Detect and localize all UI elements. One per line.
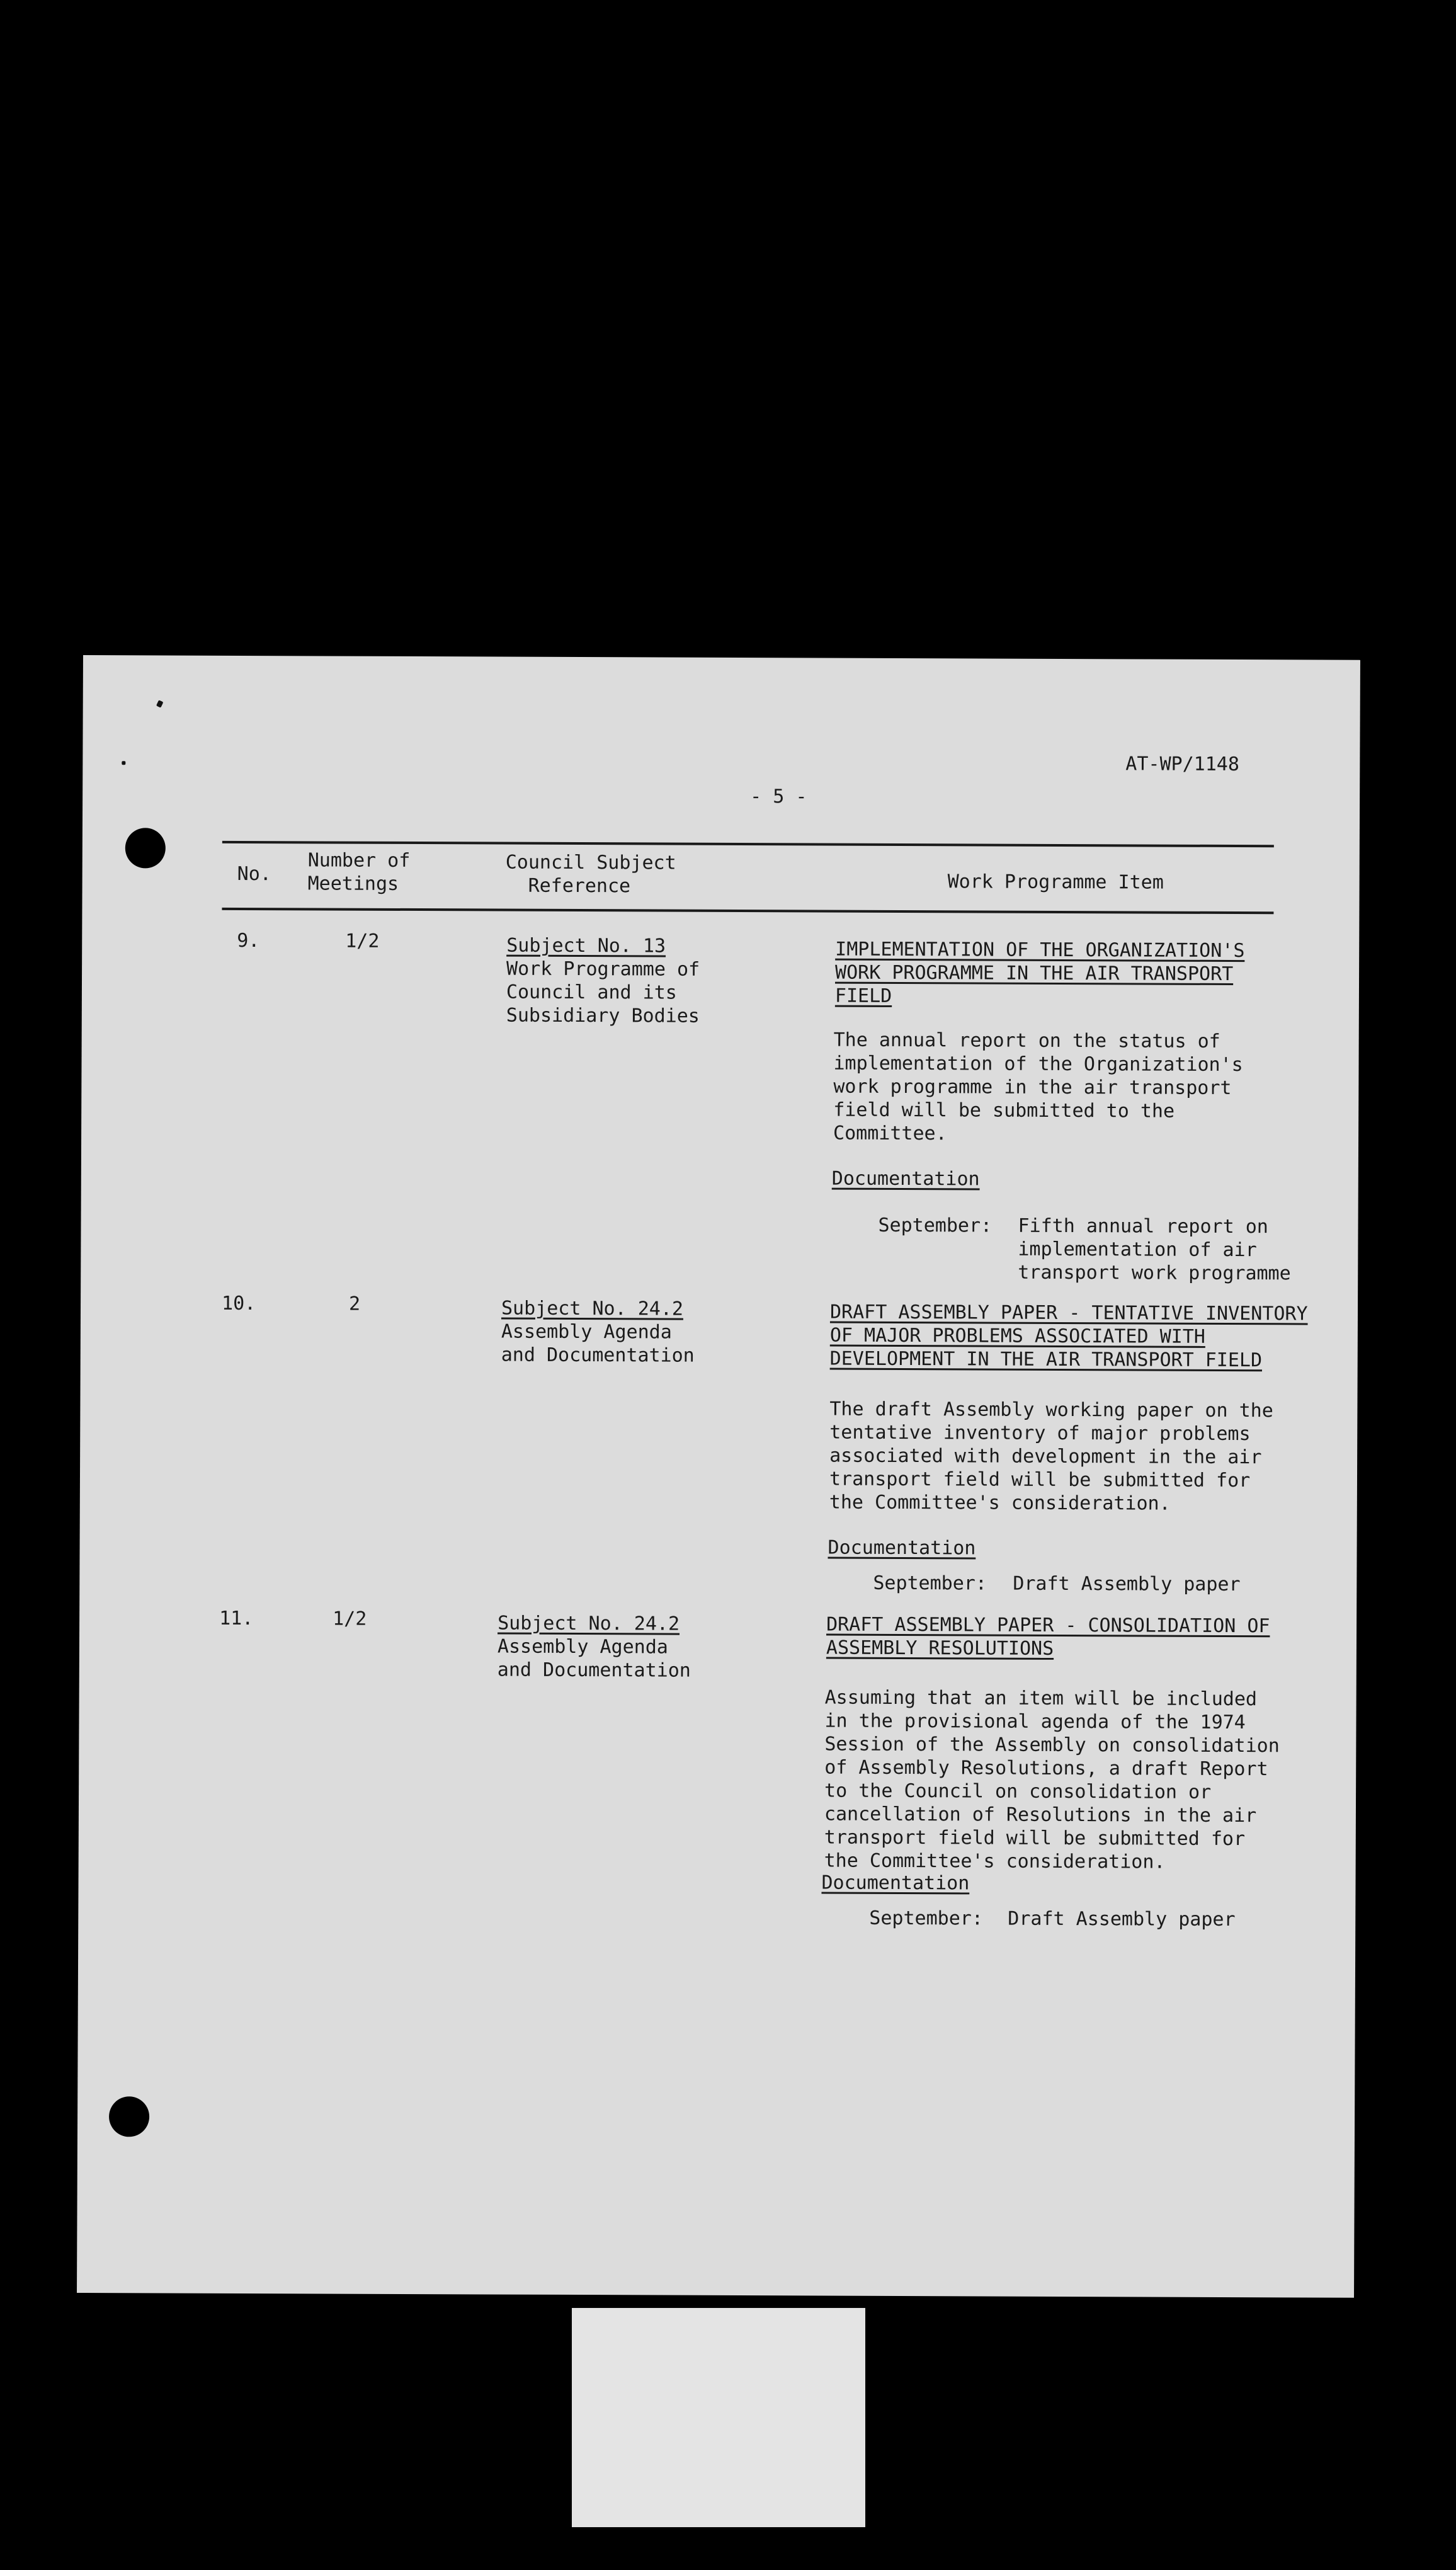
documentation-description: Fifth annual report on implementation of air transport work programme xyxy=(1018,1214,1291,1285)
ink-speck xyxy=(156,700,163,707)
ink-speck xyxy=(122,761,125,765)
documentation-label: Documentation xyxy=(821,1871,970,1895)
column-header-council-reference: Council Subject Reference xyxy=(505,851,676,898)
document-page xyxy=(77,655,1360,2298)
documentation-month: September: xyxy=(873,1572,987,1595)
column-header-work-item: Work Programme Item xyxy=(947,871,1164,894)
council-reference: Subject No. 24.2 Assembly Agenda and Documentation xyxy=(497,1612,691,1682)
row-number: 11. xyxy=(219,1607,254,1630)
documentation-month: September: xyxy=(869,1907,984,1930)
council-reference: Subject No. 24.2 Assembly Agenda and Documentation xyxy=(501,1297,695,1367)
meetings-count: 1/2 xyxy=(345,930,380,952)
work-item-title: IMPLEMENTATION OF THE ORGANIZATION'S WORK PROGRAMME IN THE AIR TRANSPORT FIELD xyxy=(834,938,1245,1007)
row-number: 9. xyxy=(237,929,260,952)
documentation-label: Documentation xyxy=(828,1536,976,1560)
meetings-count: 2 xyxy=(348,1293,361,1315)
documentation-description: Draft Assembly paper xyxy=(1013,1572,1241,1596)
blank-card-tab xyxy=(572,2308,865,2527)
work-item-description: The annual report on the status of implementation of the Organization's work programme in the air transport field will be submitted to the Committee. xyxy=(833,1029,1243,1145)
table-top-rule xyxy=(222,841,1274,847)
documentation-description: Draft Assembly paper xyxy=(1008,1907,1236,1931)
work-item-description: Assuming that an item will be included in the provisional agenda of the 1974 Session of the Assembly on consolidation of Assembly Resolutions, a draft Report to the Council on consolidation or cancellation of Resolutions in the air transport field will be submitted for the Committee's consideration. xyxy=(824,1686,1280,1873)
table-header-rule xyxy=(222,908,1273,914)
page-number: - 5 - xyxy=(750,785,807,808)
punch-hole-top xyxy=(125,828,166,868)
punch-hole-bottom xyxy=(109,2096,149,2137)
document-reference: AT-WP/1148 xyxy=(1125,753,1240,776)
council-reference: Subject No. 13 Work Programme of Council and its Subsidiary Bodies xyxy=(506,934,700,1027)
work-item-title: DRAFT ASSEMBLY PAPER - CONSOLIDATION OF ASSEMBLY RESOLUTIONS xyxy=(826,1613,1270,1660)
documentation-label: Documentation xyxy=(831,1167,980,1191)
meetings-count: 1/2 xyxy=(333,1608,367,1630)
column-header-no: No. xyxy=(237,862,271,886)
work-item-title: DRAFT ASSEMBLY PAPER - TENTATIVE INVENTORY OF MAJOR PROBLEMS ASSOCIATED WITH DEVELOPMENT IN THE AIR TRANSPORT FIELD xyxy=(829,1301,1308,1372)
work-item-description: The draft Assembly working paper on the tentative inventory of major problems associated with development in the air transport field will be submitted for the Committee's consideration. xyxy=(829,1398,1273,1515)
column-header-meetings: Number of Meetings xyxy=(307,849,411,895)
documentation-month: September: xyxy=(878,1214,992,1237)
row-number: 10. xyxy=(221,1292,256,1315)
